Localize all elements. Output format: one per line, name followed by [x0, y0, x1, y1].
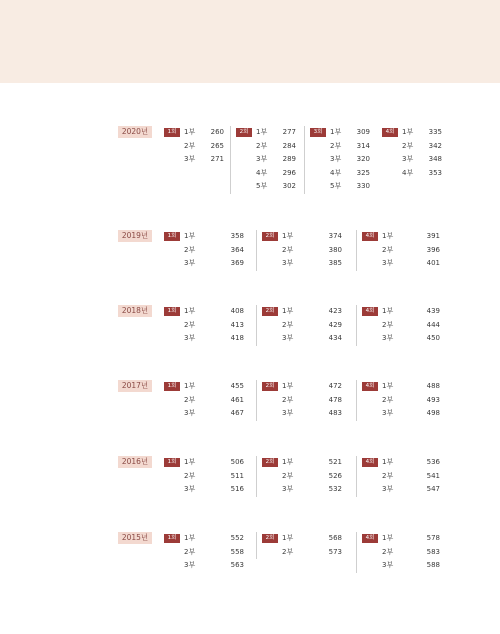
session-group [164, 305, 246, 346]
part-label: 3부 [282, 409, 294, 417]
part-label: 1부 [382, 534, 394, 542]
part-label: 2부 [382, 320, 394, 329]
session-badge: 2회 [262, 382, 278, 391]
page-number: 289 [282, 155, 296, 163]
part-label: 1부 [184, 128, 196, 136]
page-number: 348 [428, 155, 442, 163]
index-row [164, 380, 246, 394]
page-number: 568 [328, 534, 342, 542]
index-row [362, 319, 442, 333]
page-number: 358 [230, 232, 244, 240]
column-divider [256, 456, 257, 497]
header-band [0, 0, 500, 83]
index-row [262, 230, 344, 244]
index-row [236, 180, 298, 194]
column-divider [256, 380, 257, 421]
session-badge: 1회 [164, 232, 180, 241]
part-label: 3부 [256, 155, 268, 163]
column-divider [356, 532, 357, 573]
index-row [362, 407, 442, 421]
index-row [310, 167, 372, 181]
index-row [262, 257, 344, 271]
part-label: 4부 [402, 168, 414, 177]
session-group [262, 305, 344, 346]
page-number: 429 [328, 320, 342, 329]
index-row [236, 126, 298, 140]
session-group [362, 380, 442, 421]
part-label: 2부 [382, 471, 394, 480]
page-number: 401 [426, 259, 440, 267]
session-badge: 3회 [310, 128, 326, 137]
page-number: 423 [328, 307, 342, 315]
index-row [164, 456, 246, 470]
page-number: 558 [230, 547, 244, 556]
index-row [164, 546, 246, 560]
index-row [362, 394, 442, 408]
column-divider [230, 126, 231, 194]
part-label: 2부 [282, 320, 294, 329]
page-number: 277 [282, 128, 296, 136]
part-label: 4부 [256, 168, 268, 177]
page-number: 583 [426, 547, 440, 556]
part-label: 4부 [330, 168, 342, 177]
index-row [164, 319, 246, 333]
part-label: 2부 [184, 471, 196, 480]
index-row [262, 546, 344, 560]
column-divider [356, 305, 357, 346]
page-number: 532 [328, 485, 342, 493]
page-number: 439 [426, 307, 440, 315]
page-number: 455 [230, 382, 244, 390]
session-group [164, 126, 226, 167]
index-row [362, 305, 442, 319]
session-group [310, 126, 372, 194]
page-number: 396 [426, 245, 440, 254]
part-label: 5부 [330, 182, 342, 190]
page-number: 488 [426, 382, 440, 390]
index-row [382, 153, 444, 167]
part-label: 2부 [382, 395, 394, 404]
page-number: 461 [230, 395, 244, 404]
page-number: 472 [328, 382, 342, 390]
page-number: 320 [356, 155, 370, 163]
session-group [262, 456, 344, 497]
page-number: 552 [230, 534, 244, 542]
page-number: 265 [210, 141, 224, 150]
part-label: 3부 [382, 409, 394, 417]
page-number: 578 [426, 534, 440, 542]
index-row [164, 470, 246, 484]
page-number: 516 [230, 485, 244, 493]
part-label: 3부 [382, 259, 394, 267]
session-group [362, 230, 442, 271]
page-number: 364 [230, 245, 244, 254]
part-label: 2부 [184, 141, 196, 150]
page-number: 547 [426, 485, 440, 493]
session-group [236, 126, 298, 194]
page-number: 380 [328, 245, 342, 254]
page-number: 314 [356, 141, 370, 150]
part-label: 3부 [282, 259, 294, 267]
index-row [362, 332, 442, 346]
part-label: 3부 [282, 334, 294, 342]
index-row [310, 140, 372, 154]
column-divider [304, 126, 305, 194]
page-number: 498 [426, 409, 440, 417]
part-label: 3부 [184, 334, 196, 342]
session-badge: 1회 [164, 382, 180, 391]
index-row [164, 532, 246, 546]
index-row [164, 483, 246, 497]
index-row [362, 257, 442, 271]
session-badge: 4회 [362, 307, 378, 316]
page-number: 391 [426, 232, 440, 240]
part-label: 3부 [184, 259, 196, 267]
part-label: 1부 [282, 382, 294, 390]
page-number: 521 [328, 458, 342, 466]
part-label: 1부 [184, 382, 196, 390]
page-number: 309 [356, 128, 370, 136]
page-number: 353 [428, 168, 442, 177]
part-label: 1부 [184, 232, 196, 240]
session-group [382, 126, 444, 180]
index-row [164, 257, 246, 271]
index-row [164, 244, 246, 258]
part-label: 1부 [382, 232, 394, 240]
index-row [362, 230, 442, 244]
year-label: 2019년 [118, 230, 152, 242]
index-row [362, 244, 442, 258]
session-badge: 2회 [262, 307, 278, 316]
part-label: 3부 [402, 155, 414, 163]
index-row [310, 153, 372, 167]
page-number: 325 [356, 168, 370, 177]
part-label: 1부 [184, 458, 196, 466]
index-row [262, 244, 344, 258]
session-badge: 1회 [164, 128, 180, 137]
part-label: 1부 [402, 128, 414, 136]
session-group [362, 532, 442, 573]
session-badge: 4회 [362, 534, 378, 543]
index-row [164, 394, 246, 408]
session-badge: 1회 [164, 307, 180, 316]
column-divider [356, 380, 357, 421]
session-group [164, 532, 246, 573]
page-number: 483 [328, 409, 342, 417]
index-row [362, 470, 442, 484]
page-number: 385 [328, 259, 342, 267]
part-label: 2부 [282, 395, 294, 404]
page-number: 588 [426, 561, 440, 569]
index-row [262, 483, 344, 497]
index-row [362, 532, 442, 546]
part-label: 2부 [282, 547, 294, 556]
session-badge: 1회 [164, 534, 180, 543]
page-number: 413 [230, 320, 244, 329]
part-label: 3부 [382, 485, 394, 493]
index-row [262, 380, 344, 394]
index-row [382, 140, 444, 154]
index-row [362, 380, 442, 394]
part-label: 1부 [282, 307, 294, 315]
index-row [164, 126, 226, 140]
session-badge: 4회 [362, 458, 378, 467]
session-badge: 4회 [382, 128, 398, 137]
session-group [164, 380, 246, 421]
year-label: 2020년 [118, 126, 152, 138]
part-label: 3부 [382, 561, 394, 569]
page-number: 450 [426, 334, 440, 342]
page-number: 369 [230, 259, 244, 267]
session-badge: 4회 [362, 232, 378, 241]
part-label: 3부 [184, 409, 196, 417]
page-number: 330 [356, 182, 370, 190]
page-number: 511 [230, 471, 244, 480]
index-row [262, 394, 344, 408]
part-label: 2부 [382, 245, 394, 254]
page-number: 434 [328, 334, 342, 342]
index-row [362, 546, 442, 560]
column-divider [356, 230, 357, 271]
index-row [164, 230, 246, 244]
part-label: 2부 [282, 471, 294, 480]
page-number: 408 [230, 307, 244, 315]
index-row [164, 559, 246, 573]
index-row [236, 167, 298, 181]
index-row [236, 153, 298, 167]
index-row [310, 180, 372, 194]
part-label: 1부 [184, 307, 196, 315]
part-label: 1부 [382, 307, 394, 315]
session-badge: 4회 [362, 382, 378, 391]
page-number: 563 [230, 561, 244, 569]
session-group [262, 532, 344, 559]
index-row [262, 332, 344, 346]
column-divider [256, 305, 257, 346]
index-row [262, 407, 344, 421]
index-row [382, 126, 444, 140]
part-label: 2부 [184, 245, 196, 254]
session-badge: 2회 [262, 534, 278, 543]
index-row [164, 140, 226, 154]
index-row [262, 456, 344, 470]
page-number: 296 [282, 168, 296, 177]
part-label: 2부 [382, 547, 394, 556]
page-number: 418 [230, 334, 244, 342]
year-label: 2016년 [118, 456, 152, 468]
part-label: 1부 [382, 458, 394, 466]
part-label: 1부 [282, 232, 294, 240]
part-label: 1부 [282, 534, 294, 542]
index-row [362, 456, 442, 470]
part-label: 3부 [282, 485, 294, 493]
index-row [236, 140, 298, 154]
page-number: 271 [210, 155, 224, 163]
page-number: 260 [210, 128, 224, 136]
part-label: 1부 [282, 458, 294, 466]
page-number: 573 [328, 547, 342, 556]
column-divider [256, 230, 257, 271]
part-label: 3부 [184, 561, 196, 569]
part-label: 1부 [256, 128, 268, 136]
page-number: 478 [328, 395, 342, 404]
session-badge: 1회 [164, 458, 180, 467]
index-row [310, 126, 372, 140]
page-number: 467 [230, 409, 244, 417]
index-row [382, 167, 444, 181]
part-label: 2부 [184, 547, 196, 556]
part-label: 2부 [184, 320, 196, 329]
session-group [164, 230, 246, 271]
page-number: 302 [282, 182, 296, 190]
part-label: 2부 [282, 245, 294, 254]
part-label: 1부 [330, 128, 342, 136]
part-label: 3부 [382, 334, 394, 342]
part-label: 2부 [330, 141, 342, 150]
page-number: 284 [282, 141, 296, 150]
year-label: 2017년 [118, 380, 152, 392]
part-label: 3부 [184, 155, 196, 163]
page-number: 536 [426, 458, 440, 466]
index-row [164, 305, 246, 319]
session-group [262, 380, 344, 421]
page-number: 335 [428, 128, 442, 136]
index-row [262, 319, 344, 333]
session-group [164, 456, 246, 497]
part-label: 3부 [184, 485, 196, 493]
page-number: 506 [230, 458, 244, 466]
page-number: 374 [328, 232, 342, 240]
session-group [262, 230, 344, 271]
index-row [262, 470, 344, 484]
year-label: 2015년 [118, 532, 152, 544]
part-label: 2부 [402, 141, 414, 150]
session-group [362, 456, 442, 497]
column-divider [256, 532, 257, 559]
column-divider [356, 456, 357, 497]
index-row [164, 407, 246, 421]
page-number: 541 [426, 471, 440, 480]
index-row [362, 483, 442, 497]
page-number: 342 [428, 141, 442, 150]
session-badge: 2회 [236, 128, 252, 137]
part-label: 1부 [184, 534, 196, 542]
index-row [262, 532, 344, 546]
part-label: 2부 [256, 141, 268, 150]
index-row [362, 559, 442, 573]
part-label: 5부 [256, 182, 268, 190]
index-row [262, 305, 344, 319]
session-badge: 2회 [262, 232, 278, 241]
page-number: 526 [328, 471, 342, 480]
session-badge: 2회 [262, 458, 278, 467]
part-label: 3부 [330, 155, 342, 163]
part-label: 2부 [184, 395, 196, 404]
session-group [362, 305, 442, 346]
part-label: 1부 [382, 382, 394, 390]
page-number: 444 [426, 320, 440, 329]
year-label: 2018년 [118, 305, 152, 317]
index-row [164, 153, 226, 167]
index-row [164, 332, 246, 346]
page-number: 493 [426, 395, 440, 404]
